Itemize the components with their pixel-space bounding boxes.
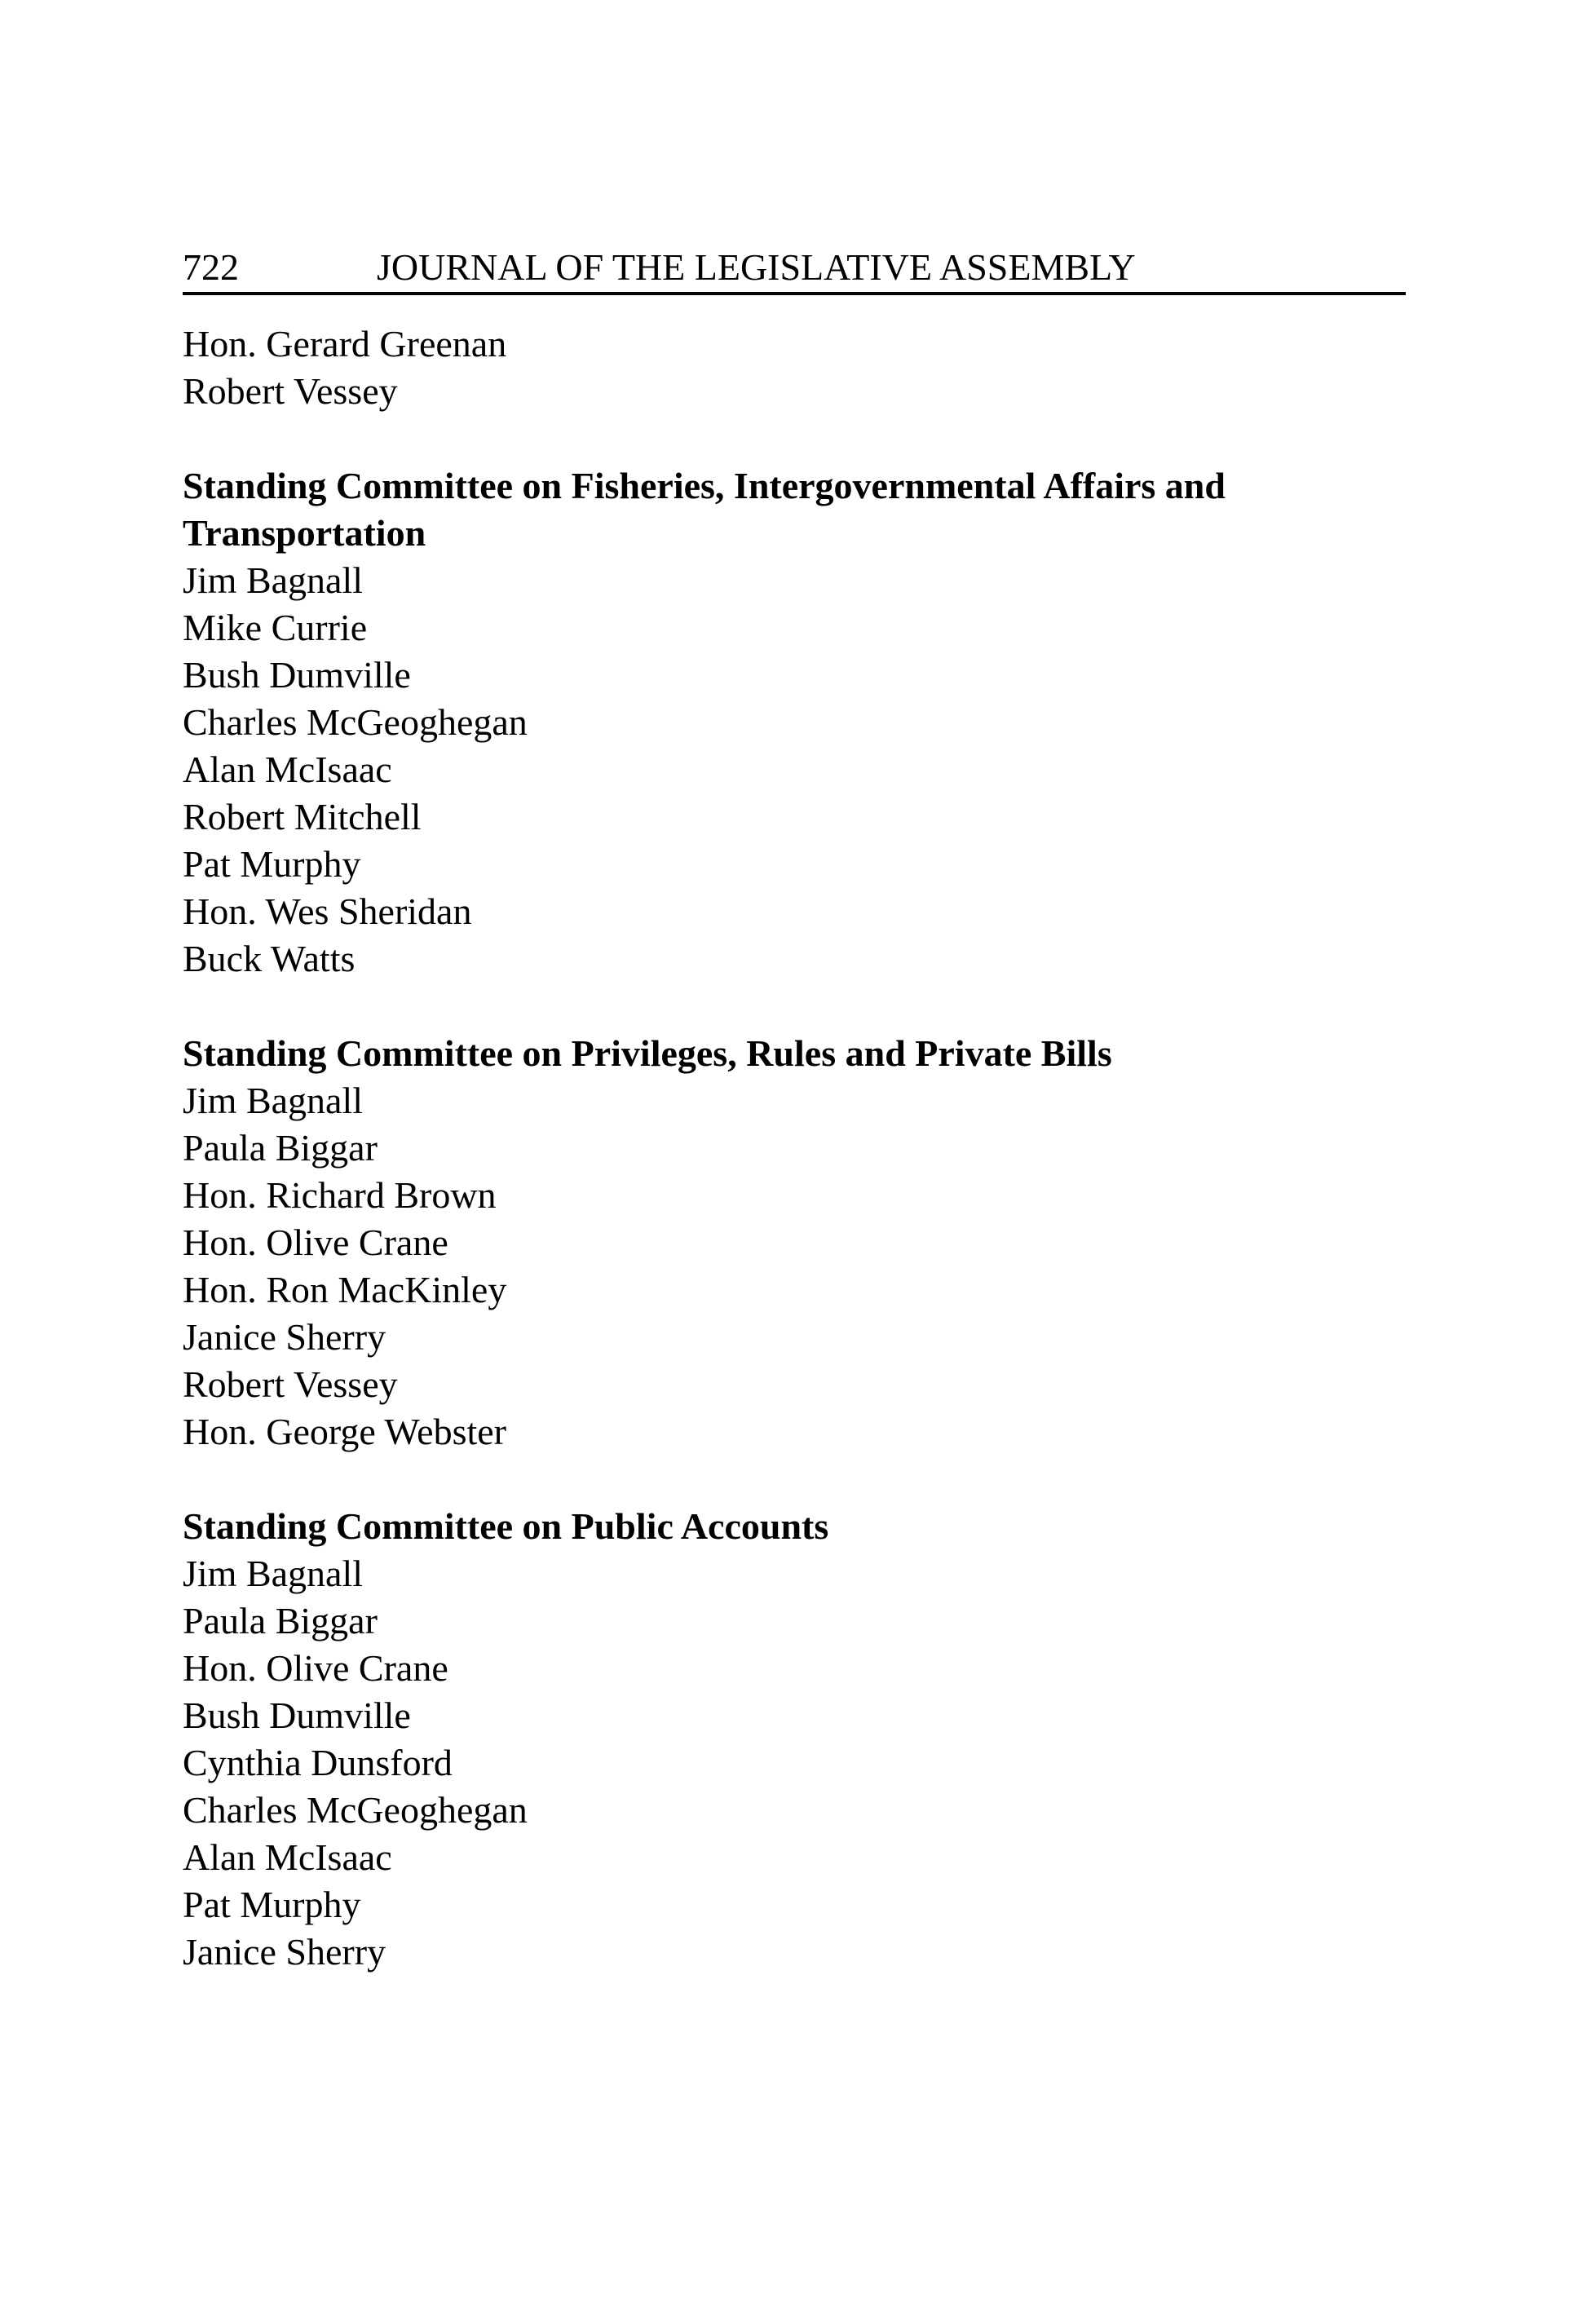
committee-privileges <box>183 1030 1422 1456</box>
member-name: Bush Dumville <box>183 1694 411 1736</box>
member-name: Hon. Richard Brown <box>183 1174 497 1216</box>
member-name: Hon. Ron MacKinley <box>183 1269 507 1310</box>
member-name: Cynthia Dunsford <box>183 1742 453 1783</box>
page-number: 722 <box>183 246 239 288</box>
committee-fisheries <box>183 462 1422 983</box>
member-name: Hon. Wes Sheridan <box>183 890 472 932</box>
member-name: Jim Bagnall <box>183 559 364 601</box>
member-name: Hon. Olive Crane <box>183 1222 448 1263</box>
running-title: JOURNAL OF THE LEGISLATIVE ASSEMBLY <box>377 246 1136 288</box>
member-name: Charles McGeoghegan <box>183 701 528 743</box>
member-name: Paula Biggar <box>183 1600 378 1641</box>
member-name: Hon. George Webster <box>183 1411 506 1452</box>
member-name: Robert Mitchell <box>183 796 422 837</box>
committee-title: Standing Committee on Fisheries, Intergovernmental Affairs and <box>183 465 1226 506</box>
member-name: Robert Vessey <box>183 1363 398 1405</box>
document-body <box>183 320 1422 1976</box>
member-name: Pat Murphy <box>183 1884 361 1925</box>
committee-public-accounts <box>183 1503 1422 1976</box>
member-name: Charles McGeoghegan <box>183 1789 528 1831</box>
committee-title: Standing Committee on Privileges, Rules and Private Bills <box>183 1032 1112 1074</box>
member-name: Mike Currie <box>183 607 368 648</box>
page-header <box>183 243 1406 295</box>
member-name: Alan McIsaac <box>183 1836 392 1878</box>
member-name: Pat Murphy <box>183 843 361 885</box>
member-name: Bush Dumville <box>183 654 411 696</box>
member-name: Jim Bagnall <box>183 1553 364 1594</box>
member-name: Hon. Gerard Greenan <box>183 323 507 365</box>
continued-member-list <box>183 320 1422 415</box>
member-name: Hon. Olive Crane <box>183 1647 448 1689</box>
member-name: Paula Biggar <box>183 1127 378 1169</box>
committee-title-continued: Transportation <box>183 512 426 554</box>
member-name: Robert Vessey <box>183 370 398 412</box>
committee-title: Standing Committee on Public Accounts <box>183 1505 829 1547</box>
member-name: Buck Watts <box>183 938 356 979</box>
member-name: Janice Sherry <box>183 1931 386 1973</box>
member-name: Alan McIsaac <box>183 749 392 790</box>
member-name: Janice Sherry <box>183 1316 386 1358</box>
member-name: Jim Bagnall <box>183 1080 364 1121</box>
